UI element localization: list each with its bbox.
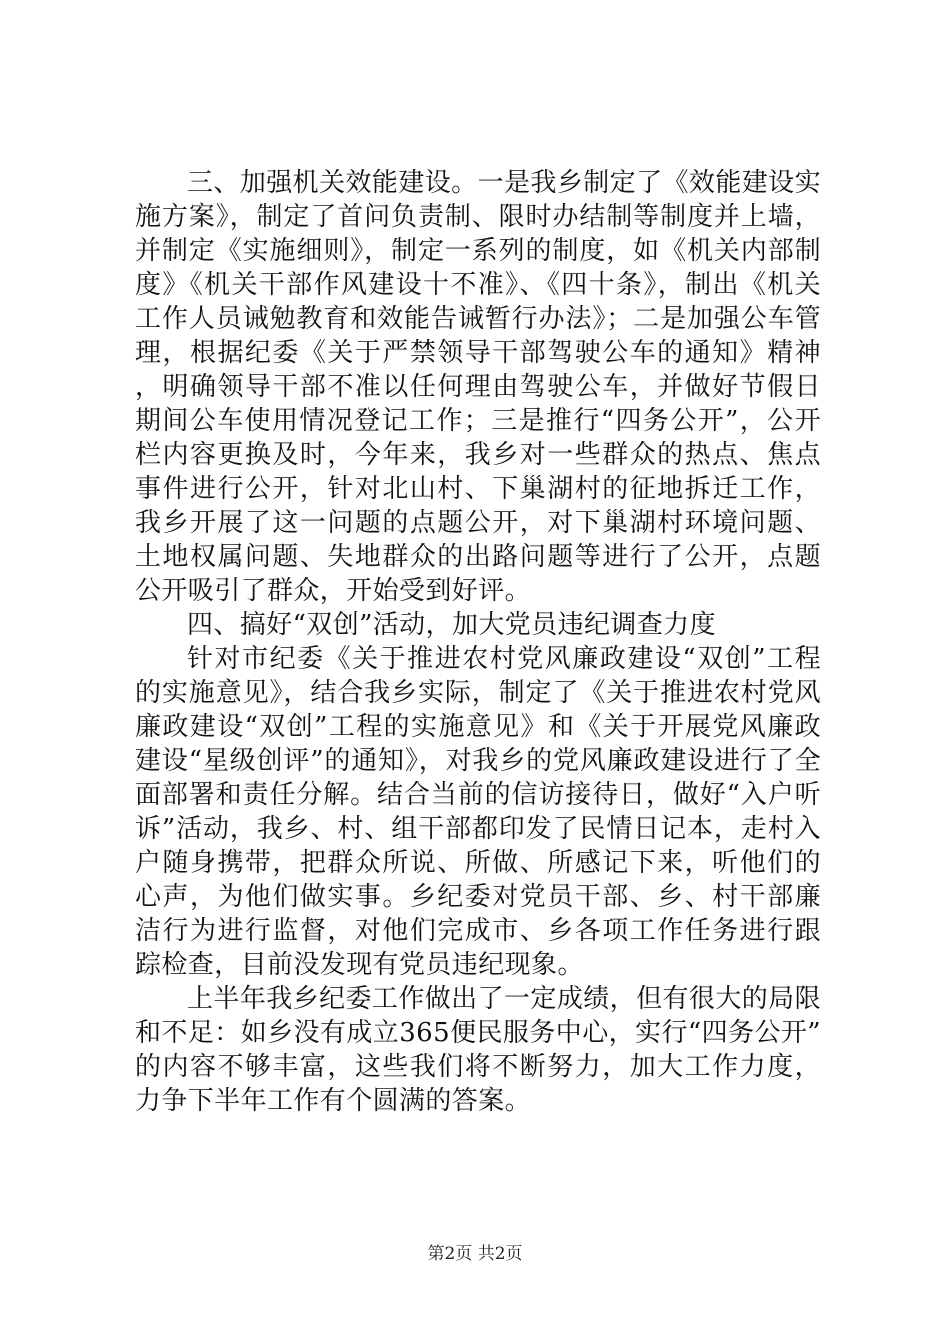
paragraph-summary-shortcomings: 上半年我乡纪委工作做出了一定成绩，但有很大的局限和不足：如乡没有成立365便民服务中心，实行“四务公开”的内容不够丰富，这些我们将不断努力，加大工作力度，力争下半年工作有个圆满的答案。 [135,984,821,1116]
paragraph-efficiency-building: 三、加强机关效能建设。一是我乡制定了《效能建设实施方案》，制定了首问负责制、限时办结制等制度并上墙，并制定《实施细则》，制定一系列的制度，如《机关内部制度》《机关干部作风建设十不准》、《四十条》，制出《机关工作人员诫勉教育和效能告诫暂行办法》；二是加强公车管理，根据纪委《关于严禁领导干部驾驶公车的通知》精神，明确领导干部不准以任何理由驾驶公车，并做好节假日期间公车使用情况登记工作；三是推行“四务公开”，公开栏内容更换及时，今年来，我乡对一些群众的热点、焦点事件进行公开，针对北山村、下巢湖村的征地拆迁工作，我乡开展了这一问题的点题公开，对下巢湖村环境问题、土地权属问题、失地群众的出路问题等进行了公开，点题公开吸引了群众，开始受到好评。 [135,168,821,606]
document-body [135,166,821,1118]
section-heading-double-creation: 四、搞好“双创”活动，加大党员违纪调查力度 [187,610,716,640]
page-number-footer: 第2页 共2页 [427,1244,523,1264]
paragraph-double-creation-work: 针对市纪委《关于推进农村党风廉政建设“双创”工程的实施意见》，结合我乡实际，制定了《关于推进农村党风廉政建设“双创”工程的实施意见》和《关于开展党风廉政建设“星级创评”的通知》，对我乡的党风廉政建设进行了全面部署和责任分解。结合当前的信访接待日，做好“入户听诉”活动，我乡、村、组干部都印发了民情日记本，走村入户随身携带，把群众所说、所做、所感记下来，听他们的心声，为他们做实事。乡纪委对党员干部、乡、村干部廉洁行为进行监督，对他们完成市、乡各项工作任务进行跟踪检查，目前没发现有党员违纪现象。 [135,644,821,980]
